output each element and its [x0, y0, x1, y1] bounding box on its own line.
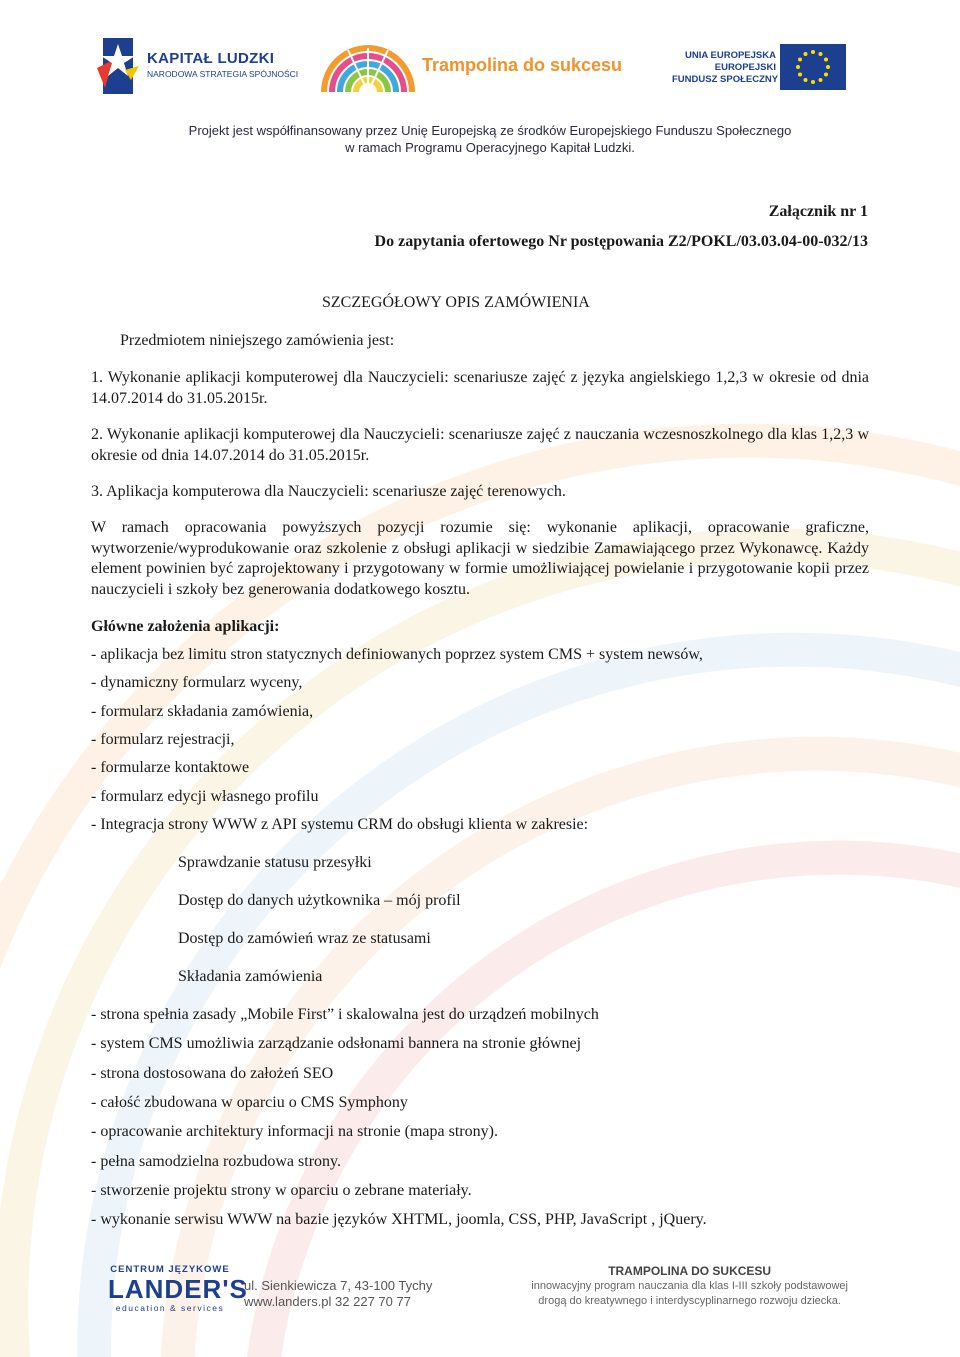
- scope-paragraph: W ramach opracowania powyższych pozycji rozumie się: wykonanie aplikacji, opracowanie graficzne, wytworzenie/wyprodukowanie oraz szkolenie z obsługi aplikacji w siedzibie Zamawiającego przez Wykonawcę. Każdy element powinien być zaprojektowany i przygotowany w formie umożliwiającej powielanie i przygotowanie kopii przez nauczycieli i szkoły bez generowania dodatkowego kosztu.: [91, 519, 869, 598]
- document-title: SZCZEGÓŁOWY OPIS ZAMÓWIENIA: [322, 294, 590, 311]
- trampolina-footer-line-1: innowacyjny program nauczania dla klas I-III szkoły podstawowej: [531, 1280, 848, 1292]
- kapital-ludzki-subtitle: NARODOWA STRATEGIA SPÓJNOŚCI: [147, 69, 299, 79]
- sublist-item: Dostęp do zamówień wraz ze statusami: [178, 930, 431, 947]
- eu-star-icon: [824, 58, 828, 62]
- cofinancing-note-line-1: Projekt jest współfinansowany przez Unię Europejską ze środków Europejskiego Funduszu Społecznego: [188, 123, 792, 138]
- item-1: 1. Wykonanie aplikacji komputerowej dla Nauczycieli: scenariusze zajęć z języka angielskiego 1,2,3 w okresie od dnia 14.07.2014 do 31.05.2015r.: [91, 369, 869, 407]
- landers-tagline: education & services: [115, 1303, 225, 1313]
- eu-line-2: EUROPEJSKI: [714, 62, 776, 73]
- eu-star-icon: [798, 58, 802, 62]
- eu-star-icon: [819, 78, 823, 82]
- reference-number: Do zapytania ofertowego Nr postępowania Z2/POKL/03.03.04-00-032/13: [374, 233, 868, 250]
- eu-star-icon: [804, 78, 808, 82]
- eu-star-icon: [826, 65, 830, 69]
- landers-name: LANDER'S: [108, 1274, 248, 1304]
- list-item: - aplikacja bez limitu stron statycznych definiowanych poprzez system CMS + system newsów,: [91, 646, 703, 663]
- footer: [108, 1264, 848, 1320]
- eu-star-icon: [798, 73, 802, 77]
- list-item: - strona spełnia zasady „Mobile First” i skalowalna jest do urządzeń mobilnych: [91, 1006, 599, 1023]
- trampolina-name: Trampolina do sukcesu: [422, 55, 623, 75]
- list-item: - wykonanie serwisu WWW na bazie języków XHTML, joomla, CSS, PHP, JavaScript , jQuery.: [91, 1211, 707, 1229]
- list-item: - pełna samodzielna rozbudowa strony.: [91, 1152, 341, 1170]
- landers-address: ul. Sienkiewicza 7, 43-100 Tychy: [244, 1278, 433, 1293]
- list-item: - dynamiczny formularz wyceny,: [91, 674, 303, 692]
- eu-line-1: UNIA EUROPEJSKA: [685, 50, 776, 61]
- trampolina-logo: [318, 38, 638, 98]
- sublist-item: Składania zamówienia: [178, 968, 323, 985]
- eu-star-icon: [796, 65, 800, 69]
- trampolina-footer-line-2: drogą do kreatywnego i interdyscyplinarnego rozwoju dziecka.: [538, 1295, 841, 1307]
- intro-text: Przedmiotem niniejszego zamówienia jest:: [120, 332, 395, 349]
- list-item: - strona dostosowana do założeń SEO: [91, 1064, 334, 1082]
- trampolina-footer-info: [531, 1264, 848, 1309]
- annex-label: Załącznik nr 1: [768, 203, 868, 220]
- eu-logo-text: [672, 50, 779, 86]
- cofinancing-note: [120, 122, 860, 156]
- list-item: - formularz edycji własnego profilu: [91, 787, 319, 805]
- eu-star-icon: [824, 73, 828, 77]
- eu-star-icon: [804, 52, 808, 56]
- eu-star-icon: [819, 52, 823, 56]
- assumptions-heading: Główne założenia aplikacji:: [91, 618, 280, 635]
- list-item: - system CMS umożliwia zarządzanie odsłonami bannera na stronie głównej: [91, 1035, 582, 1053]
- list-item: - formularz rejestracji,: [91, 730, 235, 748]
- list-item: - formularz składania zamówienia,: [91, 702, 314, 720]
- landers-centre-label: CENTRUM JĘZYKOWE: [110, 1264, 230, 1275]
- eu-star-icon: [811, 50, 815, 54]
- eu-flag-icon: [780, 44, 846, 90]
- kapital-ludzki-name: KAPITAŁ LUDZKI: [147, 50, 275, 67]
- eu-star-icon: [811, 80, 815, 84]
- rainbow-icon: [318, 38, 418, 94]
- kapital-ludzki-star-icon: [95, 36, 141, 96]
- item-3: 3. Aplikacja komputerowa dla Nauczycieli: scenariusze zajęć terenowych.: [91, 483, 566, 500]
- sublist-item: Sprawdzanie statusu przesyłki: [178, 854, 372, 871]
- eu-line-3: FUNDUSZ SPOŁECZNY: [672, 74, 779, 85]
- landers-contact: [244, 1278, 432, 1310]
- trampolina-footer-title: TRAMPOLINA DO SUKCESU: [608, 1264, 772, 1278]
- list-item: - całość zbudowana w oparciu o CMS Symphony: [91, 1093, 408, 1111]
- sublist-item: Dostęp do danych użytkownika – mój profil: [178, 892, 461, 909]
- list-item: - Integracja strony WWW z API systemu CRM do obsługi klienta w zakresie:: [91, 815, 589, 833]
- kapital-ludzki-logo: [95, 36, 299, 96]
- list-item: - stworzenie projektu strony w oparciu o zebrane materiały.: [91, 1181, 472, 1199]
- eu-logo: [672, 44, 852, 94]
- landers-logo: [108, 1264, 248, 1313]
- list-item: - formularze kontaktowe: [91, 759, 250, 777]
- item-2: 2. Wykonanie aplikacji komputerowej dla Nauczycieli: scenariusze zajęć z nauczania wczesnoszkolnego dla klas 1,2,3 w okresie od dnia 14.07.2014 do 31.05.2015r.: [91, 426, 869, 464]
- list-item: - opracowanie architektury informacji na stronie (mapa strony).: [91, 1123, 498, 1141]
- landers-web-phone: www.landers.pl 32 227 70 77: [244, 1294, 411, 1309]
- cofinancing-note-line-2: w ramach Programu Operacyjnego Kapitał Ludzki.: [345, 140, 635, 155]
